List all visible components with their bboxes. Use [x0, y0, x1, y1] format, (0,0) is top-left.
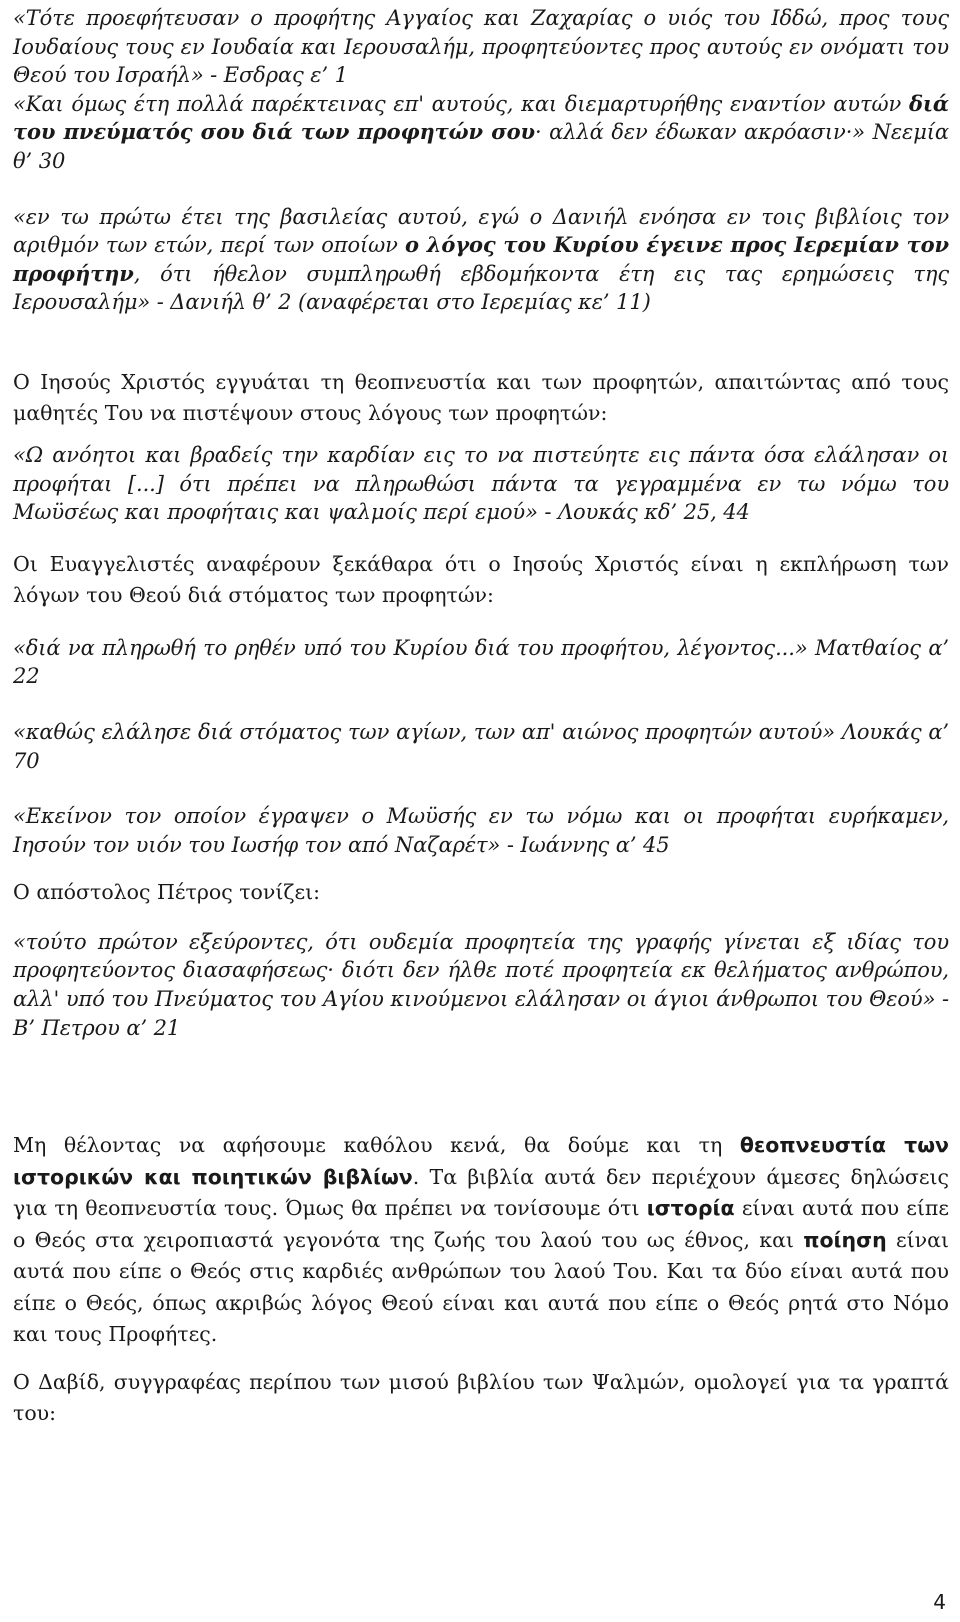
quote-matthew-1: «διά να πληρωθή το ρηθέν υπό του Κυρίου διά του προφήτου, λέγοντος...» Ματθαίος α’ 22: [13, 635, 949, 689]
paragraph-historical-poetic: [13, 1130, 949, 1351]
paragraph-jesus-guarantee: Ο Ιησούς Χριστός εγγυάται τη θεοπνευστία και των προφητών, απαιτώντας από τους μαθητές Του να πιστέψουν στους λόγους των προφητών:: [13, 369, 949, 426]
paragraph-historical-text-4: είναι αυτά που είπε ο Θεός στις καρδιές ανθρώπων του λαού Του. Και τα δύο είναι αυτά που είπε ο Θεός, όπως ακριβώς λόγος Θεού είναι και αυτά που είπε ο Θεός ρητά στο Νόμο και τους Προφήτες.: [13, 1227, 949, 1347]
quote-2-peter: «τούτο πρώτον εξεύροντες, ότι ουδεμία προφητεία της γραφής γίνεται εξ ιδίας του προφητεύοντος διασαφήσεως· διότι δεν ήλθε ποτέ προφητεία εκ θελήματος ανθρώπου, αλλ' υπό του Πνεύματος του Αγίου κινούμενοι ελάλησαν οι άγιοι άνθρωποι του Θεού» - Β’ Πετρου α’ 21: [13, 929, 949, 1040]
quote-ezra-nehemiah: [13, 4, 949, 176]
quote-daniel: [13, 203, 949, 317]
paragraph-historical-text-2: . Τα βιβλία αυτά δεν περιέχουν άμεσες δηλώσεις για τη θεοπνευστία τους. Όμως θα πρέπει να τονίσουμε ότι: [13, 1164, 949, 1221]
quote-john-1: «Εκείνον τον οποίον έγραψεν ο Μωϋσής εν τω νόμω και οι προφήται ευρήκαμεν, Ιησούν τον υιόν του Ιωσήφ τον από Ναζαρέτ» - Ιωάννης α’ 45: [13, 804, 949, 857]
quote-daniel-ref: , ότι ήθελον συμπληρωθή εβδομήκοντα έτη εις τας ερημώσεις της Ιερουσαλήμ» - Δανιήλ θ’ 2 (αναφέρεται στο Ιερεμίας κε’ 11): [13, 261, 949, 315]
paragraph-historical-text-3: είναι αυτά που είπε ο Θεός στα χειροπιαστά γεγονότα της ζωής του λαού του ως έθνος, και: [13, 1196, 949, 1252]
quote-luke-24: «Ω ανόητοι και βραδείς την καρδίαν εις το να πιστεύητε εις πάντα όσα ελάλησαν οι προφήται [...] ότι πρέπει να πληρωθώσι πάντα τα γεγραμμένα εν τω νόμω του Μωϋσέως και προφήταις και ψαλμοίς περί εμού» - Λουκάς κδ’ 25, 44: [13, 442, 949, 525]
quote-nehemiah-bold: διά του πνεύματός σου διά των προφητών σου: [13, 90, 949, 145]
paragraph-historical-bold-2: ιστορία: [646, 1196, 735, 1221]
quote-ezra-text: «Τότε προεφήτευσαν ο προφήτης Αγγαίος και Ζαχαρίας ο υιός του Ιδδώ, προς τους Ιουδαίους τους εν Ιουδαία και Ιερουσαλήμ, προφητεύοντες προς αυτούς εν ονόματι του Θεού του Ισραήλ» - Εσδρας ε’ 1: [13, 6, 949, 88]
paragraph-evangelists: Οι Ευαγγελιστές αναφέρουν ξεκάθαρα ότι ο Ιησούς Χριστός είναι η εκπλήρωση των λόγων του Θεού διά στόματος των προφητών:: [13, 551, 949, 608]
page-number: 4: [933, 1590, 946, 1614]
quote-daniel-text: «εν τω πρώτω έτει της βασιλείας αυτού, εγώ ο Δανιήλ ενόησα εν τοις βιβλίοις τον αριθμόν των ετών, περί των οποίων: [13, 204, 949, 258]
paragraph-david: Ο Δαβίδ, συγγραφέας περίπου των μισού βιβλίου των Ψαλμών, ομολογεί για τα γραπτά του:: [13, 1369, 949, 1426]
paragraph-historical-bold-1: θεοπνευστία των ιστορικών και ποιητικών βιβλίων: [13, 1133, 949, 1189]
paragraph-peter-intro: Ο απόστολος Πέτρος τονίζει:: [13, 880, 321, 905]
quote-nehemiah-text: «Και όμως έτη πολλά παρέκτεινας επ' αυτούς, και διεμαρτυρήθης εναντίον αυτών: [13, 91, 909, 116]
quote-luke-1: «καθώς ελάλησε διά στόματος των αγίων, των απ' αιώνος προφητών αυτού» Λουκάς α’ 70: [13, 719, 949, 773]
quote-daniel-bold: ο λόγος του Κυρίου έγεινε προς Ιερεμίαν τον προφήτην: [13, 232, 949, 286]
quote-nehemiah-ref: · αλλά δεν έδωκαν ακρόασιν·» Νεεμία θ’ 30: [13, 120, 949, 173]
paragraph-historical-bold-3: ποίηση: [803, 1227, 887, 1252]
paragraph-historical-text-1: Μη θέλοντας να αφήσουμε καθόλου κενά, θα δούμε και τη: [13, 1133, 740, 1158]
document-page: [13, 4, 949, 1430]
